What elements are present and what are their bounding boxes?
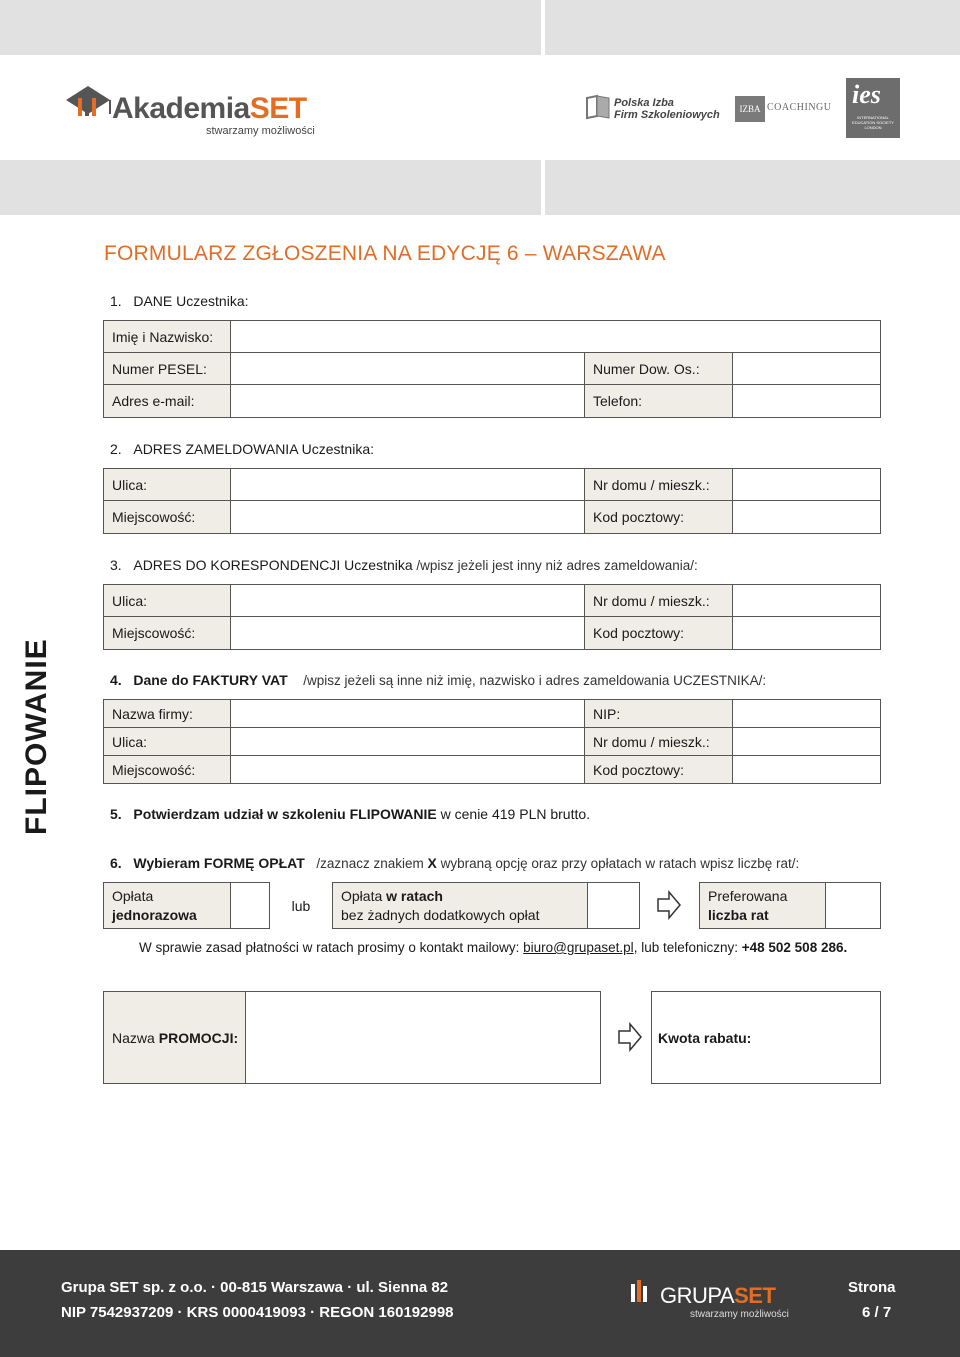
- id-card-field[interactable]: [732, 352, 881, 385]
- s3-street-label: Ulica:: [103, 584, 231, 617]
- section-2-heading: 2. ADRES ZAMELDOWANIA Uczestnika:: [110, 441, 375, 457]
- ies-logo-subtitle: INTERNATIONAL EDUCATION SOCIETY LONDON: [852, 115, 894, 130]
- preferred-installments-label: Preferowana liczba rat: [699, 882, 826, 929]
- grupaset-logo-text: GRUPASET: [660, 1283, 776, 1308]
- promo-name-label: Nazwa PROMOCJI:: [103, 991, 246, 1084]
- page-number: 6 / 7: [862, 1304, 892, 1321]
- s3-street-field[interactable]: [230, 584, 585, 617]
- izba-coachingu-logo: IZBA COACHINGU: [735, 96, 831, 122]
- email-label: Adres e-mail:: [103, 384, 231, 418]
- s4-house-label: Nr domu / mieszk.:: [584, 727, 733, 756]
- s4-city-field[interactable]: [230, 755, 585, 784]
- installments-label: Opłata w ratach bez żadnych dodatkowych opłat: [332, 882, 588, 929]
- footer-registry: NIP 7542937209 · KRS 0000419093 · REGON 160192998: [61, 1304, 454, 1321]
- s3-city-field[interactable]: [230, 616, 585, 650]
- header-band-bottom: [0, 160, 960, 215]
- installments-checkbox[interactable]: [587, 882, 640, 929]
- s4-street-field[interactable]: [230, 727, 585, 756]
- company-label: Nazwa firmy:: [103, 699, 231, 728]
- one-time-payment-checkbox[interactable]: [230, 882, 270, 929]
- footer-address: Grupa SET sp. z o.o. · 00-815 Warszawa · ul. Sienna 82: [61, 1279, 449, 1296]
- s4-house-field[interactable]: [732, 727, 881, 756]
- phone-field[interactable]: [732, 384, 881, 418]
- s3-zip-field[interactable]: [732, 616, 881, 650]
- id-card-label: Numer Dow. Os.:: [584, 352, 733, 385]
- header-divider: [541, 0, 545, 215]
- s4-city-label: Miejscowość:: [103, 755, 231, 784]
- s4-zip-field[interactable]: [732, 755, 881, 784]
- s4-street-label: Ulica:: [103, 727, 231, 756]
- installments-count-field[interactable]: [825, 882, 881, 929]
- s3-house-field[interactable]: [732, 584, 881, 617]
- s4-zip-label: Kod pocztowy:: [584, 755, 733, 784]
- s2-street-field[interactable]: [230, 468, 585, 501]
- akademia-logo-subtitle: stwarzamy możliwości: [206, 125, 315, 137]
- ies-logo-text: ies: [852, 80, 881, 109]
- email-field[interactable]: [230, 384, 585, 418]
- form-title: FORMULARZ ZGŁOSZENIA NA EDYCJĘ 6 – WARSZAWA: [104, 242, 666, 265]
- phone-label: Telefon:: [584, 384, 733, 418]
- contact-info: W sprawie zasad płatności w ratach prosimy o kontakt mailowy: biuro@grupaset.pl, lub telefoniczny: +48 502 508 286.: [139, 940, 848, 955]
- discount-label: Kwota rabatu:: [658, 1030, 752, 1046]
- s3-zip-label: Kod pocztowy:: [584, 616, 733, 650]
- akademia-logo-text: AkademiaSET: [112, 92, 307, 125]
- nip-field[interactable]: [732, 699, 881, 728]
- side-title: FLIPOWANIE: [20, 638, 53, 835]
- section-5-confirmation: 5. Potwierdzam udział w szkoleniu FLIPOWANIE w cenie 419 PLN brutto.: [110, 806, 591, 822]
- header-band-top: [0, 0, 960, 55]
- pifs-logo-text: Polska Izba Firm Szkoleniowych: [614, 97, 720, 121]
- contact-email-link[interactable]: biuro@grupaset.pl: [523, 940, 634, 955]
- section-4-heading: 4. Dane do FAKTURY VAT /wpisz jeżeli są inne niż imię, nazwisko i adres zameldowania UCZESTNIKA/:: [110, 672, 767, 688]
- s3-city-label: Miejscowość:: [103, 616, 231, 650]
- pesel-label: Numer PESEL:: [103, 352, 231, 385]
- pesel-field[interactable]: [230, 352, 585, 385]
- company-field[interactable]: [230, 699, 585, 728]
- promo-name-field[interactable]: [245, 991, 601, 1084]
- s2-city-label: Miejscowość:: [103, 500, 231, 534]
- s2-city-field[interactable]: [230, 500, 585, 534]
- nip-label: NIP:: [584, 699, 733, 728]
- section-3-heading: 3. ADRES DO KORESPONDENCJI Uczestnika /wpisz jeżeli jest inny niż adres zameldowania/:: [110, 557, 698, 573]
- s2-zip-field[interactable]: [732, 500, 881, 534]
- s2-zip-label: Kod pocztowy:: [584, 500, 733, 534]
- book-icon: [585, 94, 611, 123]
- page-label: Strona: [848, 1279, 896, 1296]
- grupaset-bars-icon: [631, 1280, 653, 1304]
- s2-house-field[interactable]: [732, 468, 881, 501]
- name-field[interactable]: [230, 320, 881, 353]
- section-1-heading: 1. DANE Uczestnika:: [110, 293, 249, 309]
- name-label: Imię i Nazwisko:: [103, 320, 231, 353]
- arrow-right-icon: [617, 1022, 643, 1052]
- s2-street-label: Ulica:: [103, 468, 231, 501]
- grupaset-logo-subtitle: stwarzamy możliwości: [690, 1309, 789, 1320]
- grupaset-logo: [631, 1280, 653, 1307]
- s2-house-label: Nr domu / mieszk.:: [584, 468, 733, 501]
- section-6-heading: 6. Wybieram FORMĘ OPŁAT /zaznacz znakiem X wybraną opcję oraz przy opłatach w ratach wpisz liczbę rat/:: [110, 855, 800, 871]
- s3-house-label: Nr domu / mieszk.:: [584, 584, 733, 617]
- arrow-right-icon: [656, 890, 682, 920]
- or-label: lub: [291, 897, 311, 914]
- one-time-payment-label: Opłata jednorazowa: [103, 882, 231, 929]
